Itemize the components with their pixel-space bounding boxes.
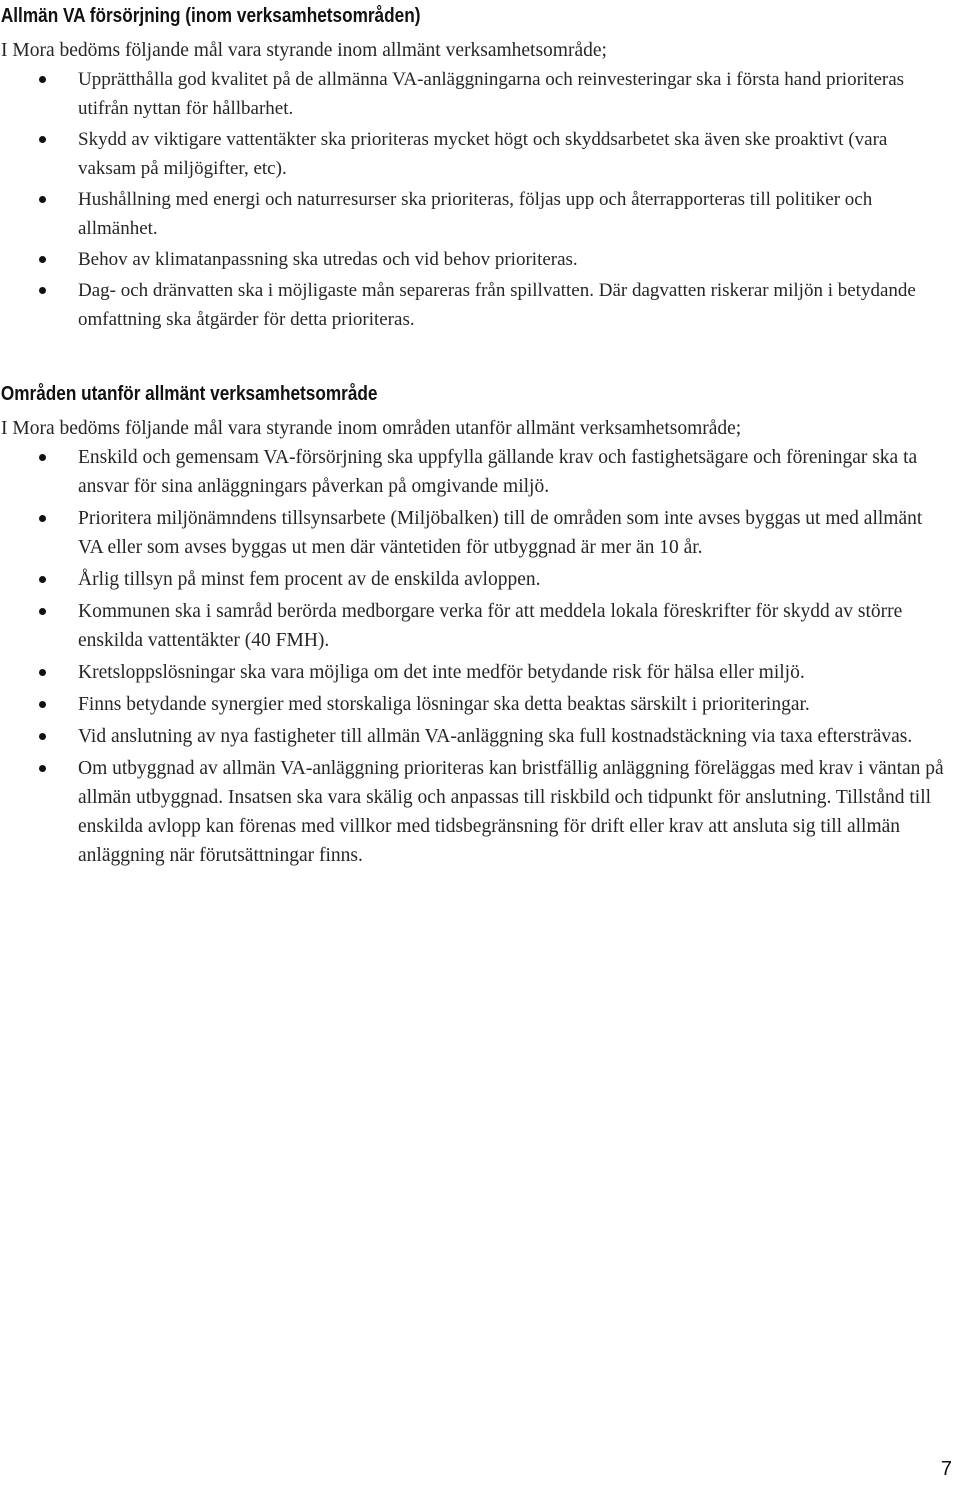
- bullet-icon: [39, 454, 46, 461]
- list-item-text: Prioritera miljönämndens tillsynsarbete (Miljöbalken) till de områden som inte avses byggas ut med allmänt VA eller som avses byggas ut men där väntetiden för utbyggnad är mer än 10 år.: [78, 508, 923, 558]
- list-item-text: Kretsloppslösningar ska vara möjliga om det inte medför betydande risk för hälsa eller miljö.: [78, 662, 805, 683]
- bullet-icon: [39, 515, 46, 522]
- list-item-text: Hushållning med energi och naturresurser ska prioriteras, följas upp och återrapporteras till politiker och allmänhet.: [78, 189, 873, 239]
- bullet-icon: [39, 608, 46, 615]
- bullet-icon: [39, 287, 46, 294]
- list-item-text: Om utbyggnad av allmän VA-anläggning prioriteras kan bristfällig anläggning föreläggas med krav i väntan på allmän utbyggnad. Insatsen ska vara skälig och anpassas till riskbild och tidpunkt för anslutning. Tillstånd till enskilda avlopp kan förenas med villkor med tidsbegränsning för drift eller krav att ansluta sig till allmän anläggning när förutsättningar finns.: [78, 758, 944, 866]
- bullet-icon: [39, 733, 46, 740]
- list-item: [0, 754, 960, 870]
- bullet-icon: [39, 669, 46, 676]
- bullet-icon: [39, 196, 46, 203]
- section-heading: Allmän VA försörjning (inom verksamhetsområden): [0, 5, 421, 27]
- bullet-icon: [39, 136, 46, 143]
- list-item: [0, 245, 960, 274]
- section-intro: I Mora bedöms följande mål vara styrande inom allmänt verksamhetsområde;: [1, 40, 607, 61]
- list-item: [0, 597, 960, 655]
- list-item-text: Enskild och gemensam VA-försörjning ska uppfylla gällande krav och fastighetsägare och föreningar ska ta ansvar för sina anläggningars påverkan på omgivande miljö.: [78, 447, 918, 497]
- bullet-icon: [39, 76, 46, 83]
- bullet-icon: [39, 765, 46, 772]
- list-item-text: Finns betydande synergier med storskaliga lösningar ska detta beaktas särskilt i prioriteringar.: [78, 694, 810, 715]
- list-item: [0, 658, 960, 687]
- section-allman-va: [0, 0, 960, 336]
- page-number: 7: [940, 1458, 952, 1480]
- list-item: [0, 125, 960, 183]
- list-item: [0, 565, 960, 594]
- section-heading: Områden utanför allmänt verksamhetsområde: [0, 383, 378, 405]
- list-item: [0, 722, 960, 751]
- list-item-text: Vid anslutning av nya fastigheter till allmän VA-anläggning ska full kostnadstäckning via taxa eftersträvas.: [78, 726, 913, 747]
- list-item-text: Upprätthålla god kvalitet på de allmänna VA-anläggningarna och reinvesteringar ska i första hand prioriteras utifrån nyttan för hållbarhet.: [78, 69, 905, 119]
- list-item: [0, 504, 960, 562]
- list-item: [0, 65, 960, 123]
- list-item: [0, 443, 960, 501]
- bullet-icon: [39, 576, 46, 583]
- list-item: [0, 276, 960, 334]
- list-item: [0, 690, 960, 719]
- section-intro: I Mora bedöms följande mål vara styrande inom områden utanför allmänt verksamhetsområde;: [1, 418, 742, 439]
- bullet-list: [0, 65, 960, 334]
- list-item-text: Kommunen ska i samråd berörda medborgare verka för att meddela lokala föreskrifter för skydd av större enskilda vattentäkter (40 FMH).: [78, 601, 903, 651]
- list-item-text: Årlig tillsyn på minst fem procent av de enskilda avloppen.: [78, 569, 541, 590]
- section-utanfor-verksamhetsomrade: [0, 380, 960, 873]
- list-item-text: Behov av klimatanpassning ska utredas och vid behov prioriteras.: [78, 249, 578, 270]
- bullet-icon: [39, 256, 46, 263]
- bullet-list: [0, 443, 960, 870]
- bullet-icon: [39, 701, 46, 708]
- list-item-text: Dag- och dränvatten ska i möjligaste mån separeras från spillvatten. Där dagvatten riskerar miljön i betydande omfattning ska åtgärder för detta prioriteras.: [78, 280, 916, 330]
- list-item-text: Skydd av viktigare vattentäkter ska prioriteras mycket högt och skyddsarbetet ska även ske proaktivt (vara vaksam på miljögifter, etc).: [78, 129, 888, 179]
- list-item: [0, 185, 960, 243]
